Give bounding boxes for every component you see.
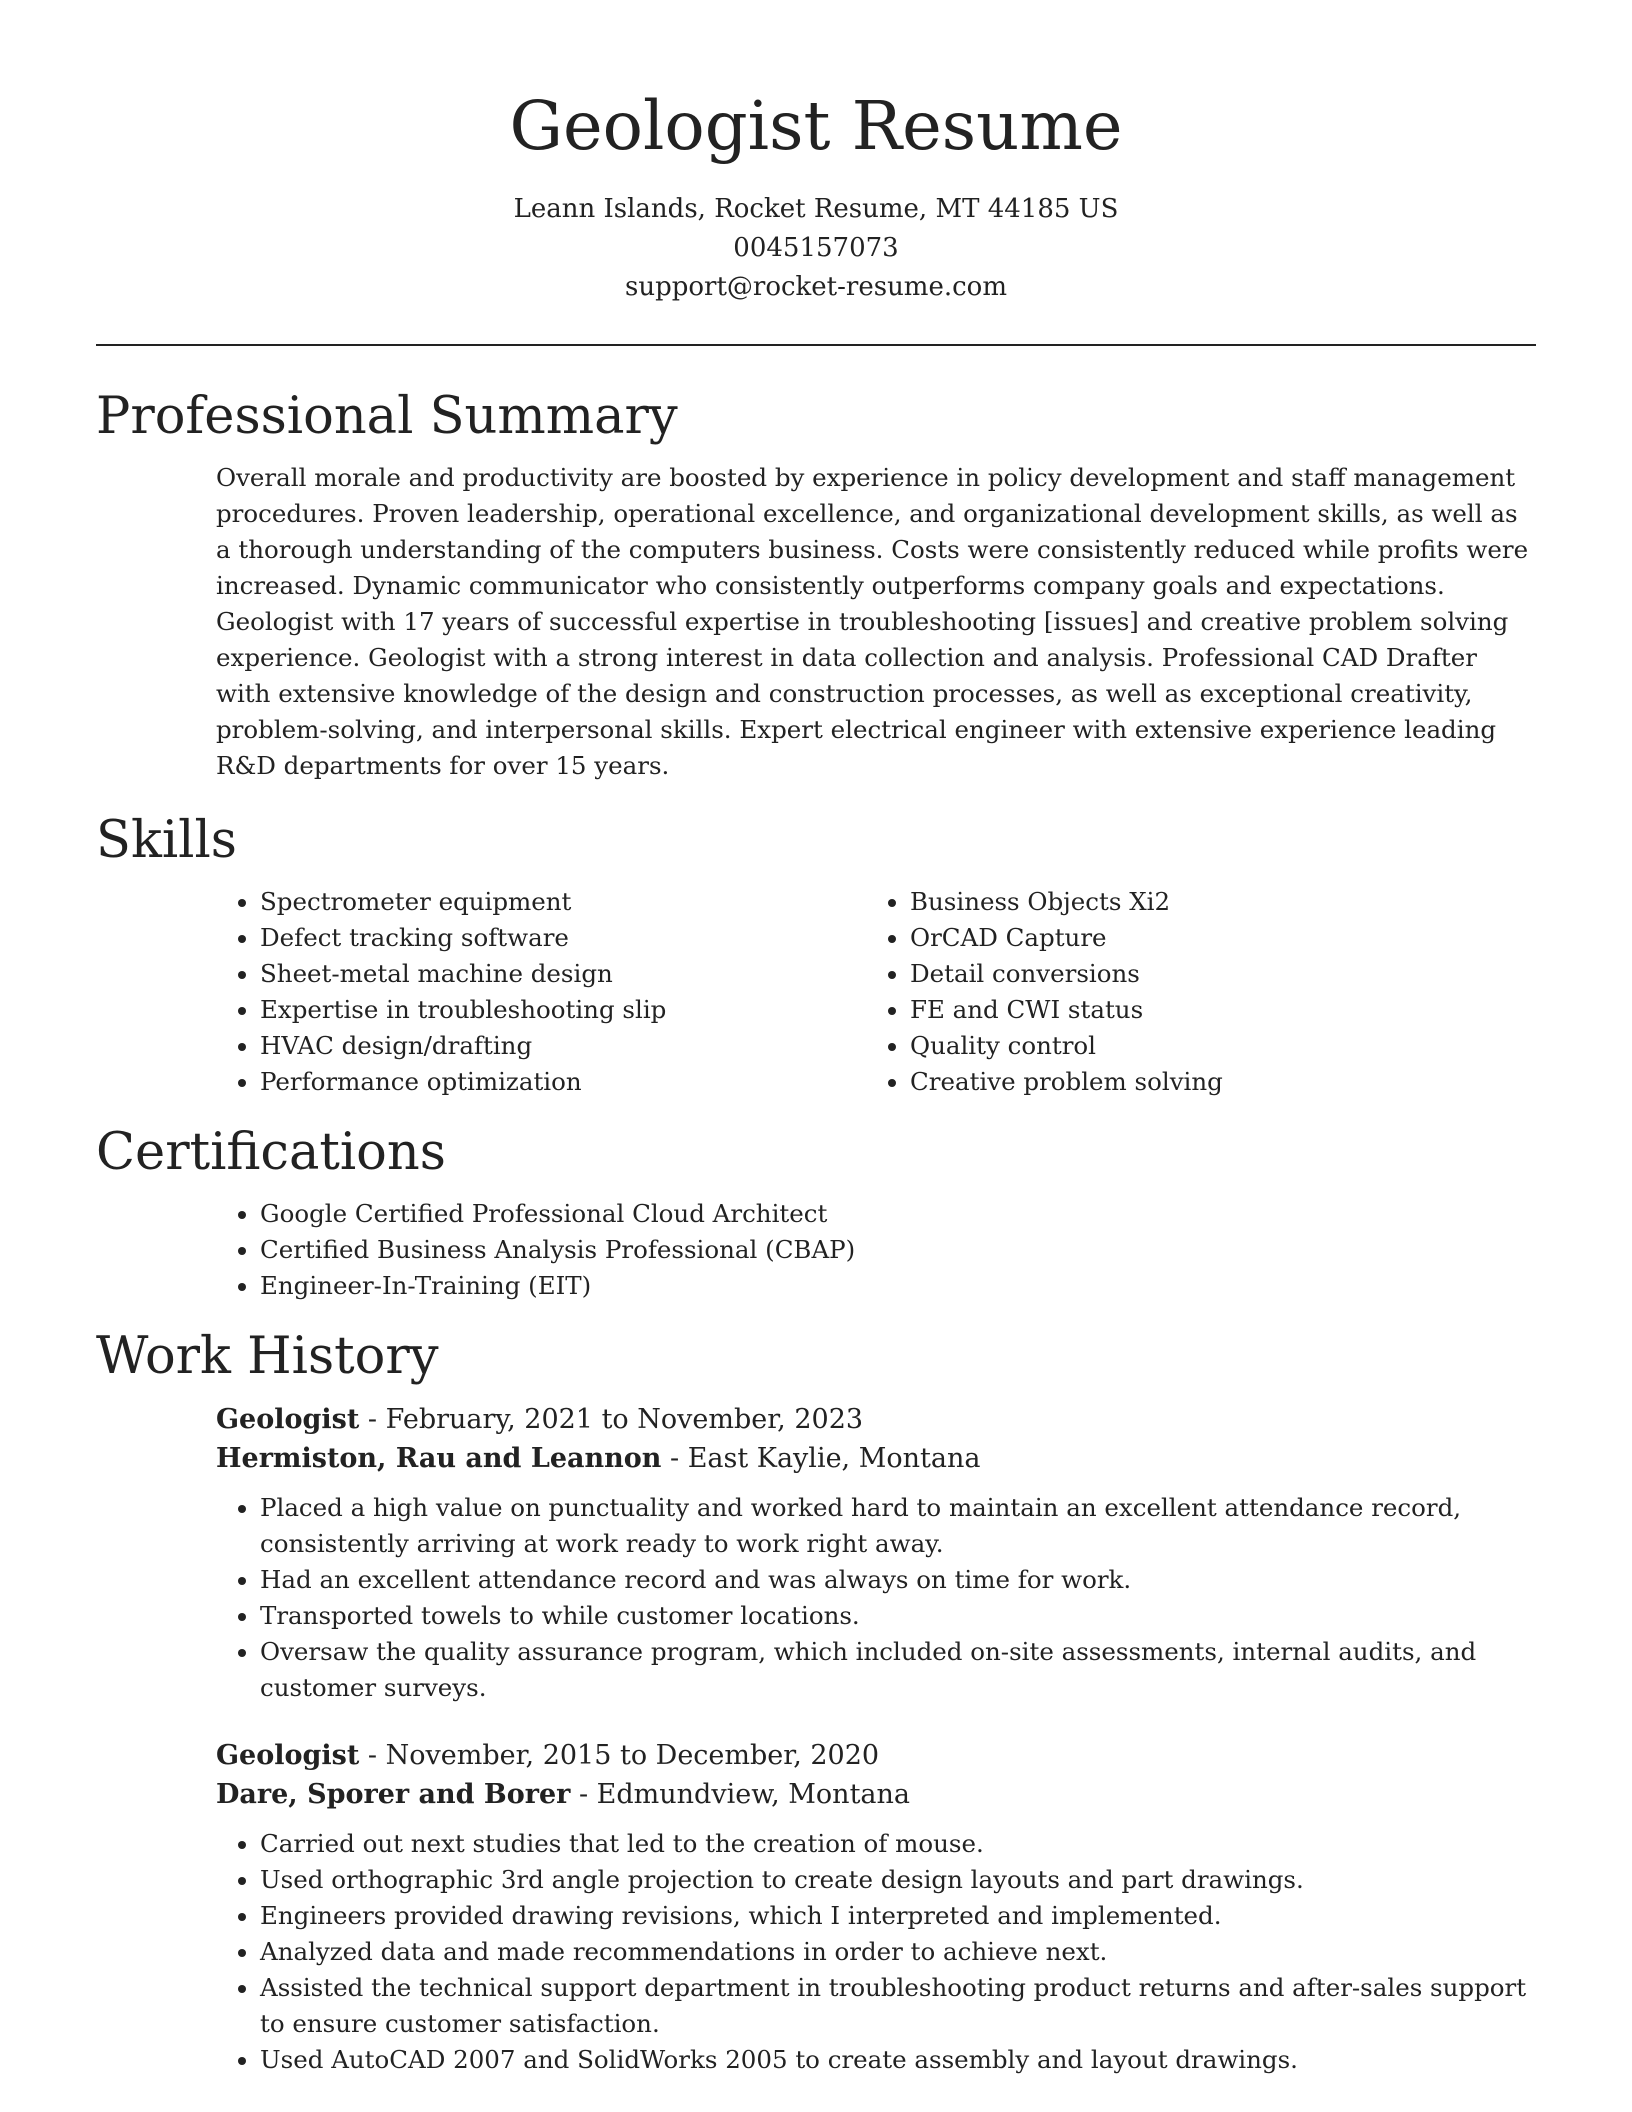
job-bullet: • Engineers provided drawing revisions, which I interpreted and implemented. xyxy=(260,1898,1536,1934)
job-bullet: • Used AutoCAD 2007 and SolidWorks 2005 to create assembly and layout drawings. xyxy=(260,2042,1536,2078)
job-location: - Edmundview, Montana xyxy=(570,1779,910,1810)
skills-list-left xyxy=(216,884,866,1100)
job-company-line xyxy=(216,1775,1536,1814)
job-bullet: • Transported towels to while customer locations. xyxy=(260,1598,1536,1634)
certifications-block xyxy=(216,1196,1536,1304)
job-bullet: • Assisted the technical support department in troubleshooting product returns and after-sales support to ensure customer satisfaction. xyxy=(260,1970,1536,2042)
job-bullets xyxy=(216,1826,1536,2078)
job-bullet: • Oversaw the quality assurance program, which included on-site assessments, internal audits, and customer surveys. xyxy=(260,1634,1536,1706)
skill-item: • Expertise in troubleshooting slip xyxy=(260,992,866,1028)
summary-heading: Professional Summary xyxy=(96,387,678,446)
resume-title: Geologist Resume xyxy=(509,87,1123,165)
skills-column-right xyxy=(866,884,1516,1100)
certification-item: • Engineer-In-Training (EIT) xyxy=(260,1268,1536,1304)
job-company-line xyxy=(216,1439,1536,1478)
skills-list-right xyxy=(866,884,1516,1100)
resume-page xyxy=(96,0,1536,2078)
skills-grid xyxy=(216,884,1536,1100)
job-dates: - February, 2021 to November, 2023 xyxy=(359,1404,864,1435)
certifications-heading: Certifications xyxy=(96,1123,446,1182)
job-bullet: • Carried out next studies that led to the creation of mouse. xyxy=(260,1826,1536,1862)
contact-block xyxy=(96,190,1536,307)
skill-item: • Spectrometer equipment xyxy=(260,884,866,920)
job-dates: - November, 2015 to December, 2020 xyxy=(359,1740,880,1771)
skill-item: • HVAC design/drafting xyxy=(260,1028,866,1064)
skill-item: • OrCAD Capture xyxy=(910,920,1516,956)
skill-item: • Defect tracking software xyxy=(260,920,866,956)
work-history-heading: Work History xyxy=(96,1327,439,1386)
job-entry xyxy=(216,1736,1536,2078)
skills-column-left xyxy=(216,884,866,1100)
skill-item: • Sheet-metal machine design xyxy=(260,956,866,992)
job-company: Dare, Sporer and Borer xyxy=(216,1779,571,1810)
job-company: Hermiston, Rau and Leannon xyxy=(216,1443,662,1474)
skill-item: • Detail conversions xyxy=(910,956,1516,992)
job-bullet: • Analyzed data and made recommendations in order to achieve next. xyxy=(260,1934,1536,1970)
job-bullet: • Used orthographic 3rd angle projection to create design layouts and part drawings. xyxy=(260,1862,1536,1898)
certifications-list xyxy=(216,1196,1536,1304)
job-bullet: • Placed a high value on punctuality and worked hard to maintain an excellent attendance record, consistently arriving at work ready to work right away. xyxy=(260,1490,1536,1562)
job-bullets xyxy=(216,1490,1536,1706)
contact-phone: 0045157073 xyxy=(733,233,899,263)
job-entry xyxy=(216,1400,1536,1706)
header-divider xyxy=(96,344,1536,346)
summary-text: Overall morale and productivity are boosted by experience in policy development and staff management procedures. Proven leadership, operational excellence, and organizational development skills, as well as a thorough understanding of the computers business. Costs were consistently reduced while profits were increased. Dynamic communicator who consistently outperforms company goals and expectations. Geologist with 17 years of successful expertise in troubleshooting [issues] and creative problem solving experience. Geologist with a strong interest in data collection and analysis. Professional CAD Drafter with extensive knowledge of the design and construction processes, as well as exceptional creativity, problem-solving, and interpersonal skills. Expert electrical engineer with extensive experience leading R&D departments for over 15 years. xyxy=(216,463,1529,780)
job-title: Geologist xyxy=(216,1404,360,1435)
contact-address: Leann Islands, Rocket Resume, MT 44185 US xyxy=(513,194,1119,224)
skills-heading: Skills xyxy=(96,811,237,870)
skill-item: • FE and CWI status xyxy=(910,992,1516,1028)
job-bullet: • Had an excellent attendance record and was always on time for work. xyxy=(260,1562,1536,1598)
job-title: Geologist xyxy=(216,1740,360,1771)
skill-item: • Performance optimization xyxy=(260,1064,866,1100)
skill-item: • Creative problem solving xyxy=(910,1064,1516,1100)
contact-email: support@rocket-resume.com xyxy=(624,272,1007,302)
job-title-line xyxy=(216,1736,1536,1775)
skill-item: • Quality control xyxy=(910,1028,1516,1064)
certification-item: • Google Certified Professional Cloud Architect xyxy=(260,1196,1536,1232)
skill-item: • Business Objects Xi2 xyxy=(910,884,1516,920)
job-title-line xyxy=(216,1400,1536,1439)
job-location: - East Kaylie, Montana xyxy=(661,1443,981,1474)
certification-item: • Certified Business Analysis Professional (CBAP) xyxy=(260,1232,1536,1268)
